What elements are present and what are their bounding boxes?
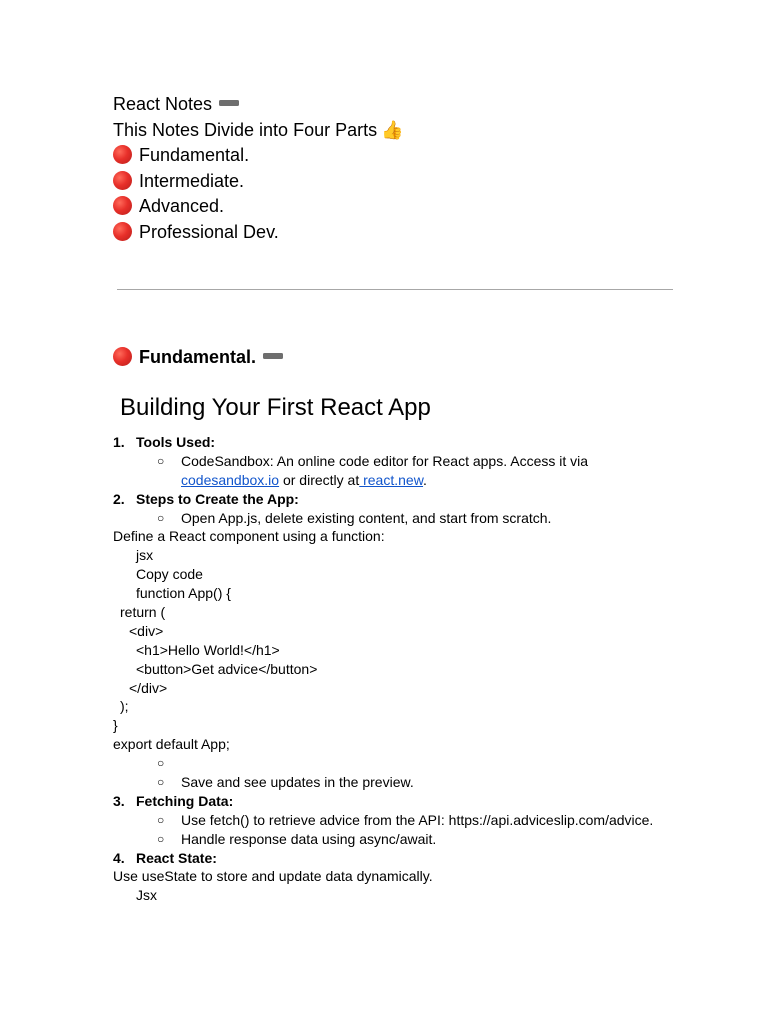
intro-title: React Notes [113, 94, 213, 114]
sub-list-item [0, 754, 768, 773]
code-line [0, 660, 768, 679]
code-line [0, 735, 768, 754]
list-item [0, 849, 768, 868]
part-item [113, 194, 713, 220]
list-item [0, 792, 768, 811]
codesandbox-link[interactable]: codesandbox.io [181, 471, 280, 488]
intro-title-line [113, 92, 713, 118]
list-number: 3. [113, 792, 125, 809]
code-lang-label: jsx [136, 547, 154, 564]
thumbs-up-icon: 👍 [381, 119, 404, 141]
hollow-bullet-icon: ○ [157, 831, 165, 846]
bullet-text-continuation [181, 471, 427, 490]
paragraph-text: Define a React component using a function: [113, 528, 385, 545]
copy-code-label: Copy code [136, 566, 203, 583]
part-label: Intermediate. [139, 170, 245, 191]
sub-list-item [0, 811, 768, 830]
code-text: </div> [129, 679, 168, 696]
sub-list-item [0, 773, 768, 792]
list-number: 2. [113, 490, 125, 507]
list-number: 1. [113, 434, 125, 450]
hollow-bullet-icon: ○ [157, 510, 165, 525]
code-line [0, 546, 768, 565]
red-circle-icon [113, 171, 132, 190]
react-new-link[interactable]: react.new [359, 471, 424, 488]
code-text: <h1>Hello World!</h1> [136, 641, 280, 658]
code-text: <div> [129, 622, 164, 639]
page-title: Building Your First React App [120, 394, 431, 421]
code-line [0, 697, 768, 716]
list-label: Tools Used: [136, 434, 216, 450]
hollow-bullet-icon: ○ [157, 756, 165, 771]
intro-subtitle-line [113, 118, 713, 144]
code-text: ); [120, 698, 129, 715]
list-item [0, 433, 768, 452]
part-item [113, 143, 713, 169]
bullet-text: CodeSandbox: An online code editor for React apps. Access it via [181, 452, 589, 469]
code-text: function App() { [136, 585, 231, 602]
red-circle-icon [113, 222, 132, 241]
part-item [113, 169, 713, 195]
intro-subtitle: This Notes Divide into Four Parts [113, 119, 378, 140]
hollow-bullet-icon: ○ [157, 775, 165, 790]
code-text: export default App; [113, 736, 230, 753]
part-label: Advanced. [139, 196, 225, 217]
code-line [0, 584, 768, 603]
minus-emoji-icon [219, 100, 239, 106]
period-text: . [423, 471, 427, 488]
code-text: return ( [120, 604, 166, 621]
section-heading-text: Fundamental. [139, 347, 257, 367]
minus-emoji-icon [263, 353, 283, 359]
paragraph [0, 527, 768, 546]
part-item [113, 220, 713, 246]
red-circle-icon [113, 145, 132, 164]
link-joiner-text: or directly at [279, 471, 360, 488]
bullet-text: Save and see updates in the preview. [181, 774, 414, 791]
hollow-bullet-icon: ○ [157, 453, 165, 468]
part-label: Fundamental. [139, 145, 250, 166]
list-item [0, 490, 768, 509]
sub-list-item [0, 452, 768, 471]
paragraph [0, 867, 768, 886]
code-line [0, 565, 768, 584]
code-text: <button>Get advice</button> [136, 660, 318, 677]
list-label: Fetching Data: [136, 792, 234, 809]
list-label: Steps to Create the App: [136, 490, 299, 507]
list-number: 4. [113, 849, 125, 866]
code-line [0, 679, 768, 698]
code-text: } [113, 717, 118, 734]
intro-block [113, 92, 713, 246]
code-lang-label: Jsx [136, 887, 157, 904]
sub-list-item [0, 830, 768, 849]
paragraph-text: Use useState to store and update data dynamically. [113, 868, 433, 885]
red-circle-icon [113, 196, 132, 215]
sub-list-item [0, 509, 768, 528]
red-circle-icon [113, 347, 132, 366]
horizontal-divider [117, 289, 673, 290]
notes-body [0, 433, 768, 905]
bullet-text: Use fetch() to retrieve advice from the API: https://api.adviceslip.com/advice. [181, 811, 654, 828]
code-line [0, 886, 768, 905]
hollow-bullet-icon: ○ [157, 812, 165, 827]
code-line [0, 641, 768, 660]
section-heading [113, 347, 283, 368]
sub-list-continuation [0, 471, 768, 490]
code-line [0, 716, 768, 735]
part-label: Professional Dev. [139, 221, 279, 242]
list-label: React State: [136, 849, 217, 866]
bullet-text: Handle response data using async/await. [181, 830, 437, 847]
code-line [0, 603, 768, 622]
bullet-text: Open App.js, delete existing content, and start from scratch. [181, 509, 552, 526]
code-line [0, 622, 768, 641]
